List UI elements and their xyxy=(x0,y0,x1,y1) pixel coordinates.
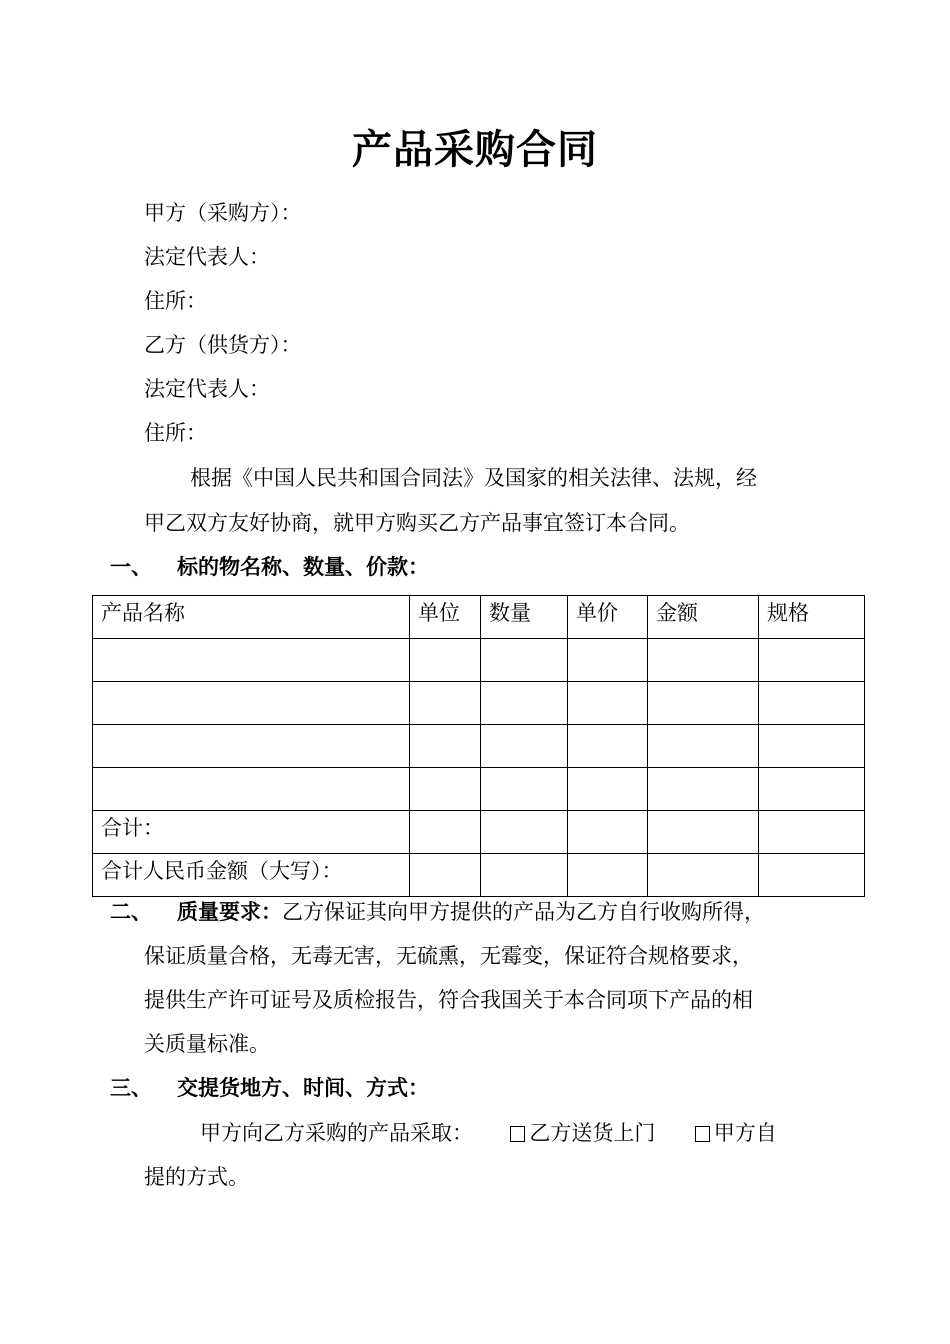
table-cell[interactable] xyxy=(481,811,568,854)
section-3-heading xyxy=(110,1073,429,1103)
party-a-address: 住所： xyxy=(144,289,207,313)
table-cell[interactable] xyxy=(648,725,759,768)
table-cell[interactable] xyxy=(568,682,648,725)
party-a-label: 甲方（采购方）： xyxy=(144,201,302,225)
table-cell[interactable] xyxy=(410,639,481,682)
table-cell[interactable] xyxy=(481,725,568,768)
table-row xyxy=(93,768,865,811)
supplier-delivery-checkbox[interactable] xyxy=(510,1126,525,1142)
section-1-number: 一、 xyxy=(110,555,152,579)
section-3-title: 交提货地方、时间、方式： xyxy=(177,1076,429,1100)
table-cell[interactable] xyxy=(93,725,410,768)
table-row xyxy=(93,682,865,725)
table-cell[interactable] xyxy=(759,682,865,725)
party-b-representative: 法定代表人： xyxy=(144,377,270,401)
table-cell[interactable] xyxy=(568,639,648,682)
table-cell[interactable] xyxy=(648,768,759,811)
total-rmb-label: 合计人民币金额（大写）： xyxy=(93,854,410,897)
table-cell[interactable] xyxy=(759,854,865,897)
section-1-heading xyxy=(110,552,429,582)
header-unit: 单位 xyxy=(410,596,481,639)
section-2-text-1: 乙方保证其向甲方提供的产品为乙方自行收购所得， xyxy=(282,900,765,924)
table-cell[interactable] xyxy=(410,811,481,854)
section-2-heading xyxy=(110,897,765,927)
total-label: 合计： xyxy=(93,811,410,854)
header-amount: 金额 xyxy=(648,596,759,639)
table-cell[interactable] xyxy=(759,639,865,682)
delivery-method-label: 甲方向乙方采购的产品采取： xyxy=(200,1121,473,1145)
table-row xyxy=(93,639,865,682)
table-cell[interactable] xyxy=(93,682,410,725)
buyer-pickup-label: 甲方自 xyxy=(713,1121,777,1145)
table-cell[interactable] xyxy=(410,854,481,897)
party-a-representative: 法定代表人： xyxy=(144,245,270,269)
table-cell[interactable] xyxy=(568,854,648,897)
table-cell[interactable] xyxy=(648,682,759,725)
section-3-text-2: 提的方式。 xyxy=(144,1165,249,1189)
section-3-text-1 xyxy=(200,1118,777,1148)
table-cell[interactable] xyxy=(648,854,759,897)
document-title: 产品采购合同 xyxy=(352,127,598,173)
header-specification: 规格 xyxy=(759,596,865,639)
section-3-number: 三、 xyxy=(110,1076,152,1100)
preamble-line-2: 甲乙双方友好协商，就甲方购买乙方产品事宜签订本合同。 xyxy=(144,511,690,535)
table-cell[interactable] xyxy=(410,682,481,725)
product-table xyxy=(92,595,865,897)
table-total-row xyxy=(93,811,865,854)
table-cell[interactable] xyxy=(759,725,865,768)
table-cell[interactable] xyxy=(568,811,648,854)
section-2-title: 质量要求： xyxy=(177,900,282,924)
section-2-text-4: 关质量标准。 xyxy=(144,1032,270,1056)
table-cell[interactable] xyxy=(410,768,481,811)
header-product-name: 产品名称 xyxy=(93,596,410,639)
preamble-line-1: 根据《中国人民共和国合同法》及国家的相关法律、法规，经 xyxy=(190,466,757,490)
table-cell[interactable] xyxy=(759,768,865,811)
table-cell[interactable] xyxy=(93,639,410,682)
section-2-text-2: 保证质量合格，无毒无害，无硫熏，无霉变，保证符合规格要求， xyxy=(144,944,753,968)
table-cell[interactable] xyxy=(568,725,648,768)
table-cell[interactable] xyxy=(481,768,568,811)
table-cell[interactable] xyxy=(481,682,568,725)
table-header-row xyxy=(93,596,865,639)
buyer-pickup-checkbox[interactable] xyxy=(695,1126,710,1142)
header-quantity: 数量 xyxy=(481,596,568,639)
section-2-text-3: 提供生产许可证号及质检报告，符合我国关于本合同项下产品的相 xyxy=(144,988,753,1012)
header-unit-price: 单价 xyxy=(568,596,648,639)
supplier-delivery-label: 乙方送货上门 xyxy=(529,1121,656,1145)
party-b-label: 乙方（供货方）： xyxy=(144,333,302,357)
table-cell[interactable] xyxy=(568,768,648,811)
table-cell[interactable] xyxy=(410,725,481,768)
table-total-rmb-row xyxy=(93,854,865,897)
table-cell[interactable] xyxy=(759,811,865,854)
table-cell[interactable] xyxy=(648,811,759,854)
table-cell[interactable] xyxy=(93,768,410,811)
table-row xyxy=(93,725,865,768)
table-cell[interactable] xyxy=(648,639,759,682)
section-1-title: 标的物名称、数量、价款： xyxy=(177,555,429,579)
section-2-number: 二、 xyxy=(110,900,152,924)
party-b-address: 住所： xyxy=(144,421,207,445)
table-cell[interactable] xyxy=(481,854,568,897)
table-cell[interactable] xyxy=(481,639,568,682)
